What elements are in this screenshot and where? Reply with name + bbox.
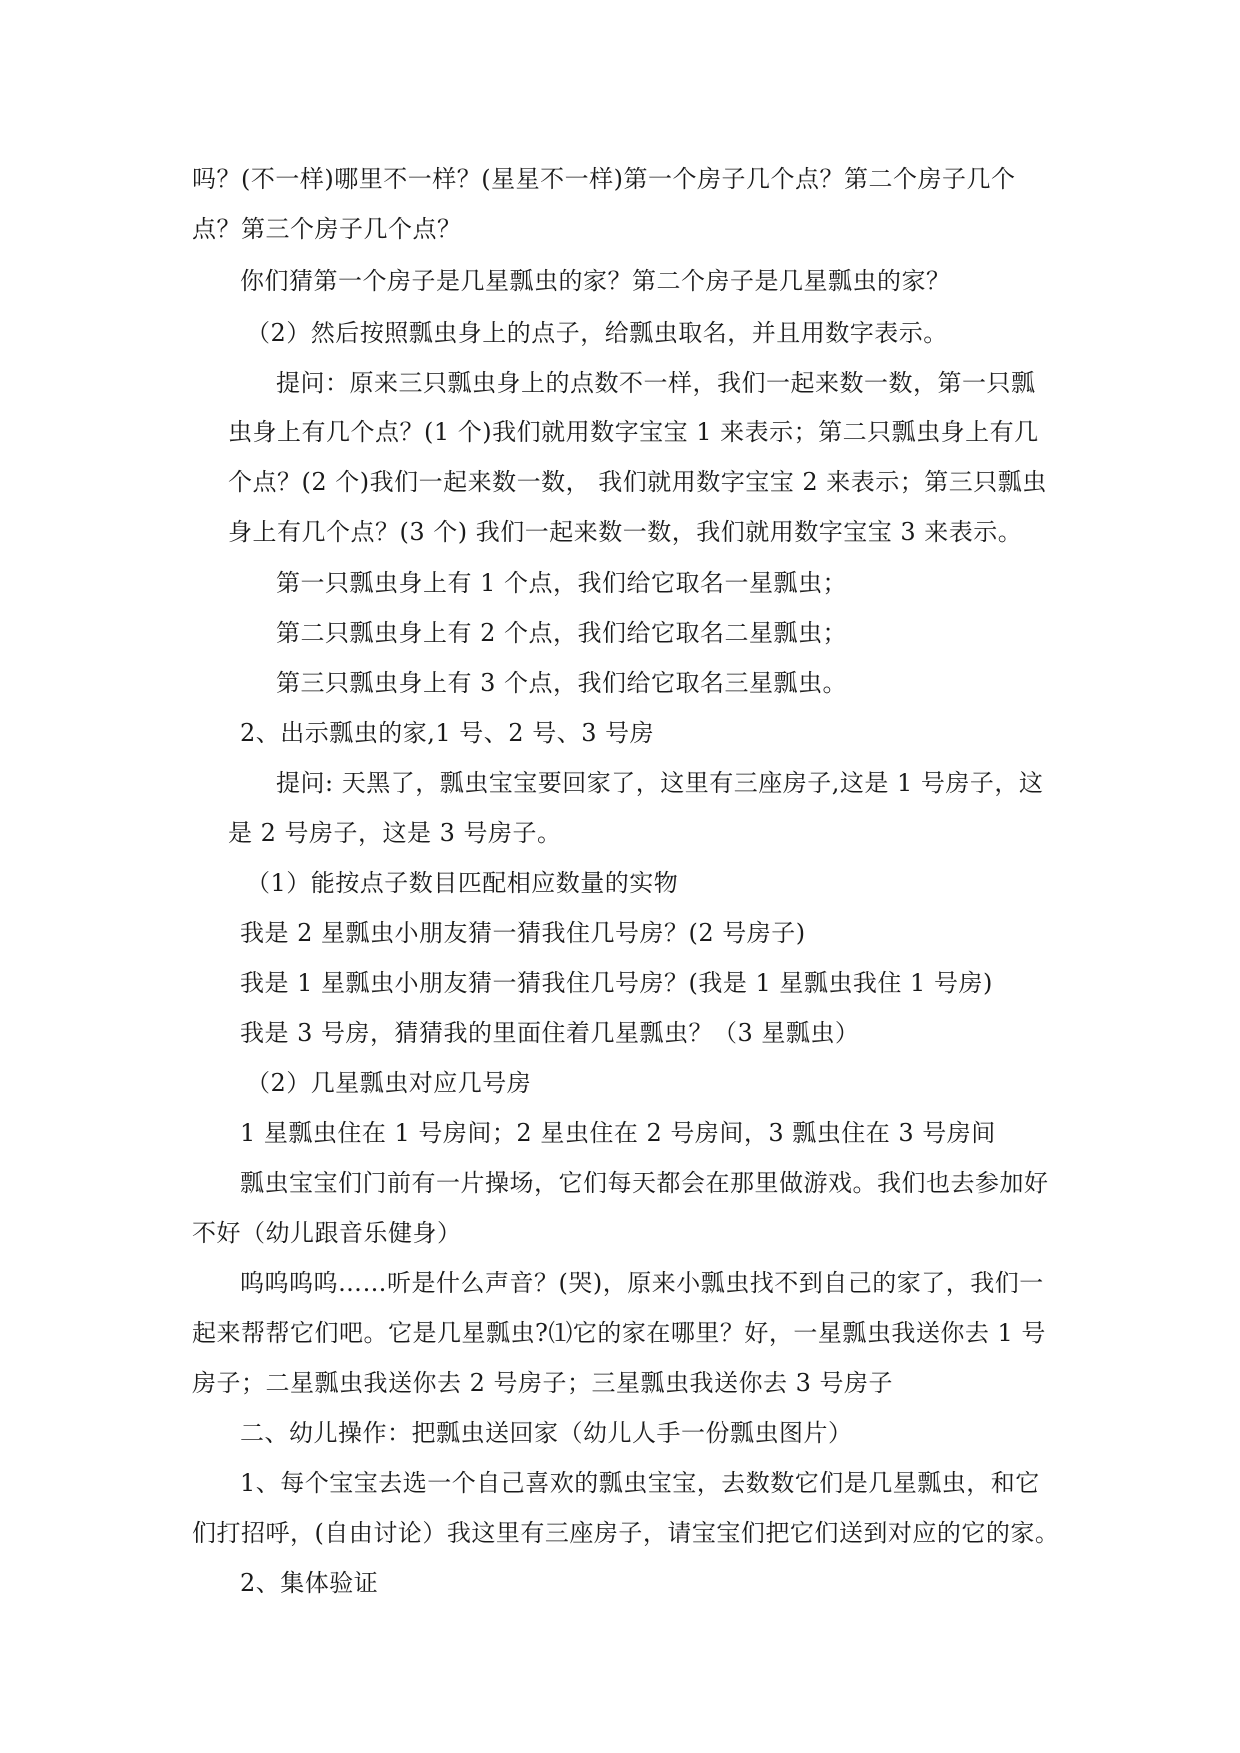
text-line: 虫身上有几个点？(1 个)我们就用数字宝宝 1 来表示；第二只瓢虫身上有几 — [228, 418, 1039, 446]
text-line: 起来帮帮它们吧。它是几星瓢虫?⑴它的家在哪里？好，一星瓢虫我送你去 1 号 — [192, 1319, 1046, 1347]
text-line: （2）然后按照瓢虫身上的点子，给瓢虫取名，并且用数字表示。 — [246, 319, 948, 347]
text-line: 提问: 天黑了，瓢虫宝宝要回家了，这里有三座房子,这是 1 号房子，这 — [276, 769, 1044, 797]
text-line: 我是 1 星瓢虫小朋友猜一猜我住几号房？(我是 1 星瓢虫我住 1 号房) — [240, 969, 993, 997]
text-line: 不好（幼儿跟音乐健身） — [192, 1219, 462, 1247]
text-line: 1、每个宝宝去选一个自己喜欢的瓢虫宝宝，去数数它们是几星瓢虫，和它 — [240, 1469, 1040, 1497]
subsection-heading: （2）几星瓢虫对应几号房 — [246, 1069, 532, 1097]
text-line: 1 星瓢虫住在 1 号房间；2 星虫住在 2 号房间，3 瓢虫住在 3 号房间 — [240, 1119, 996, 1147]
text-line: 第一只瓢虫身上有 1 个点，我们给它取名一星瓢虫； — [276, 569, 848, 597]
text-line: 吗？(不一样)哪里不一样？(星星不一样)第一个房子几个点？第二个房子几个 — [192, 165, 1016, 193]
text-line: 我是 3 号房，猜猜我的里面住着几星瓢虫？（3 星瓢虫） — [240, 1019, 860, 1047]
text-line: 你们猜第一个房子是几星瓢虫的家？第二个房子是几星瓢虫的家？ — [240, 267, 951, 295]
subsection-heading: （1）能按点子数目匹配相应数量的实物 — [246, 869, 679, 897]
text-line: 提问：原来三只瓢虫身上的点数不一样，我们一起来数一数，第一只瓢 — [276, 369, 1036, 397]
text-line: 们打招呼，(自由讨论）我这里有三座房子，请宝宝们把它们送到对应的它的家。 — [192, 1519, 1060, 1547]
text-line: 房子；二星瓢虫我送你去 2 号房子；三星瓢虫我送你去 3 号房子 — [192, 1369, 894, 1397]
text-line: 第二只瓢虫身上有 2 个点，我们给它取名二星瓢虫； — [276, 619, 848, 647]
text-line: 是 2 号房子，这是 3 号房子。 — [228, 819, 562, 847]
text-line: 身上有几个点？(3 个) 我们一起来数一数，我们就用数字宝宝 3 来表示。 — [228, 518, 1023, 546]
section-heading: 二、幼儿操作：把瓢虫送回家（幼儿人手一份瓢虫图片） — [240, 1419, 853, 1447]
text-line: 我是 2 星瓢虫小朋友猜一猜我住几号房？(2 号房子) — [240, 919, 806, 947]
section-heading: 2、集体验证 — [240, 1569, 379, 1597]
text-line: 瓢虫宝宝们门前有一片操场，它们每天都会在那里做游戏。我们也去参加好 — [240, 1169, 1049, 1197]
text-line: 点？第三个房子几个点？ — [192, 215, 462, 243]
text-line: 第三只瓢虫身上有 3 个点，我们给它取名三星瓢虫。 — [276, 669, 848, 697]
text-line: 个点？(2 个)我们一起来数一数， 我们就用数字宝宝 2 来表示；第三只瓢虫 — [228, 468, 1047, 496]
text-line: 呜呜呜呜……听是什么声音？(哭)，原来小瓢虫找不到自己的家了，我们一 — [240, 1269, 1044, 1297]
section-heading: 2、出示瓢虫的家,1 号、2 号、3 号房 — [240, 719, 655, 747]
